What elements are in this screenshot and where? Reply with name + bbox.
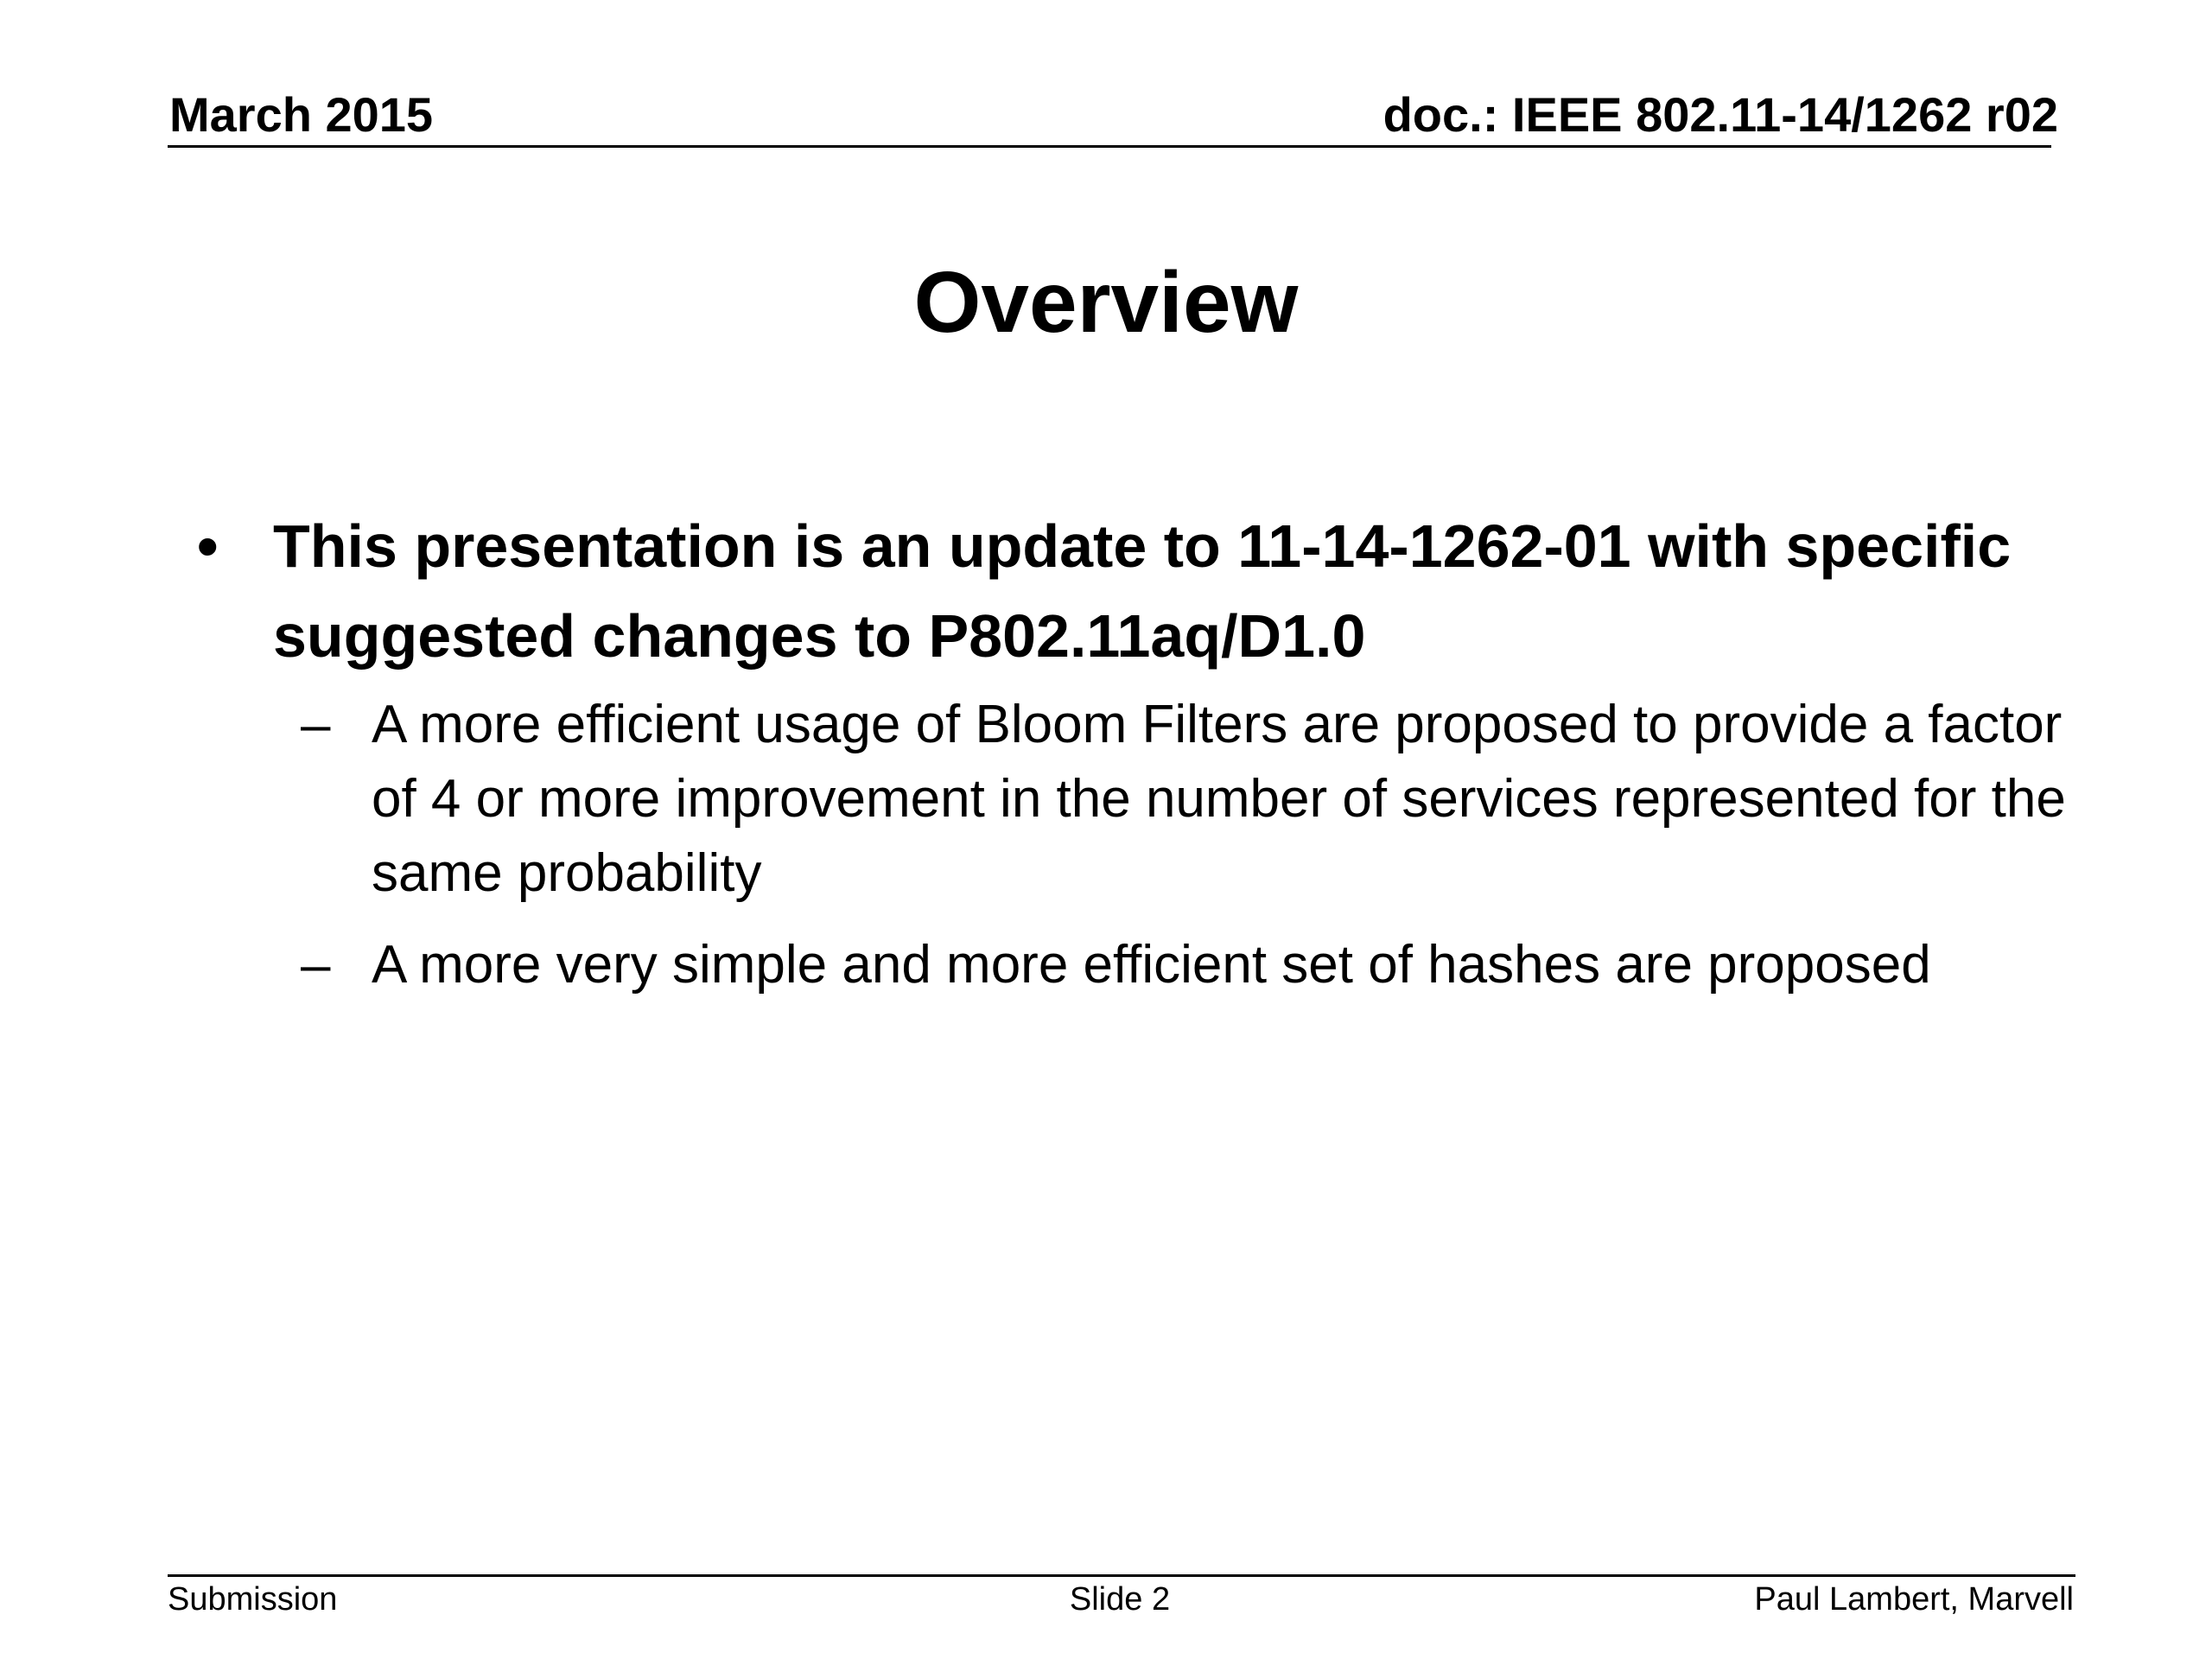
main-bullet-text: This presentation is an update to 11-14-1262-01 with specific suggested changes to P802.11aq/D1.0	[273, 512, 2012, 670]
header-doc-id: doc.: IEEE 802.11-14/1262 r02	[1382, 87, 2058, 142]
slide-title: Overview	[913, 254, 1299, 351]
footer-slide-number: Slide 2	[1069, 1581, 1171, 1618]
footer-divider	[168, 1574, 2075, 1577]
header-date: March 2015	[169, 87, 434, 142]
bullet-symbol: •	[197, 512, 219, 580]
sub-bullet-symbol: –	[301, 695, 331, 754]
footer-author: Paul Lambert, Marvell	[1754, 1581, 2074, 1618]
sub-bullet-text: A more efficient usage of Bloom Filters are proposed to provide a factor of 4 or more improvement in the number of services represented for the same probability	[372, 695, 2066, 903]
sub-bullet-text: A more very simple and more efficient set of hashes are proposed	[372, 935, 1931, 995]
footer-submission: Submission	[168, 1581, 338, 1618]
sub-bullet-symbol: –	[301, 935, 331, 995]
header-divider	[168, 145, 2051, 148]
